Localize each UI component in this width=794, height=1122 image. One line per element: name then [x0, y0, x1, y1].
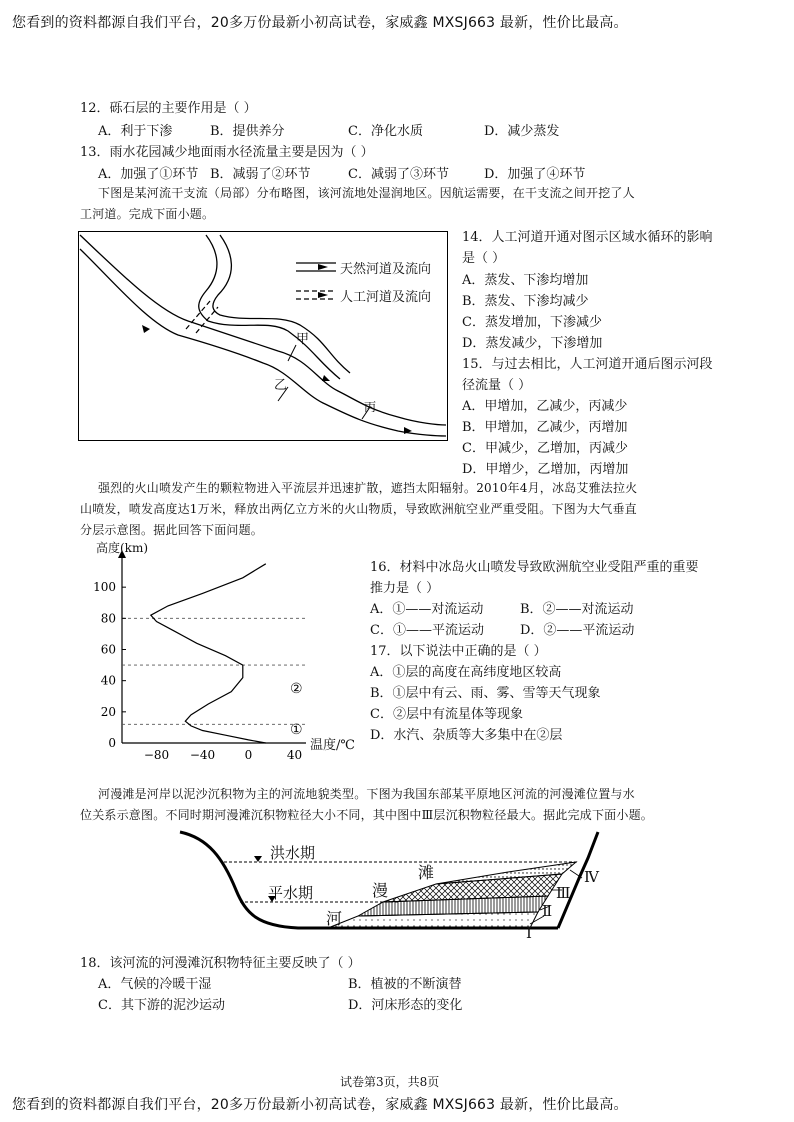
temperature-curve	[151, 564, 266, 743]
q14-stem-2: 是（ ）	[462, 251, 506, 266]
q16-stem-1: 16．材料中冰岛火山喷发导致欧洲航空业受阻严重的重要	[370, 560, 699, 575]
q15-option-c: C．甲减少，乙增加，丙减少	[462, 441, 628, 456]
chart-ylabel: 高度(km)	[96, 541, 149, 555]
q13-option-d: D．加强了④环节	[484, 167, 586, 182]
top-banner: 您看到的资料都源自我们平台，20多万份最新小初高试卷，家威鑫 MXSJ663 最新，性价比最高。	[12, 15, 628, 31]
q13-stem: 13．雨水花园减少地面雨水径流量主要是因为（ ）	[80, 145, 374, 160]
y-tick-label: 100	[93, 580, 116, 595]
layer-i: Ⅰ	[526, 924, 532, 942]
q14-option-c: C．蒸发增加，下渗减少	[462, 315, 602, 330]
q16-stem-2: 推力是（ ）	[370, 581, 440, 596]
q15-stem-1: 15．与过去相比，人工河道开通后图示河段	[462, 357, 713, 372]
q15-option-b: B．甲增加，乙减少，丙增加	[462, 420, 628, 435]
x-tick-label: 0	[244, 748, 253, 762]
q14-option-d: D．蒸发减少，下渗增加	[462, 336, 603, 351]
y-tick-label: 20	[100, 704, 116, 719]
passage1-line2: 工河道。完成下面小题。	[80, 207, 215, 221]
flood-period-label: 洪水期	[270, 844, 316, 862]
x-tick-label: −80	[143, 748, 170, 762]
y-tick-label: 40	[100, 673, 116, 688]
layer-iii: Ⅲ	[556, 884, 571, 902]
floodplain-tan: 滩	[418, 863, 435, 882]
floodplain-man: 漫	[372, 881, 389, 900]
q13-option-c: C．减弱了③环节	[348, 167, 449, 182]
river-label-jia: 甲	[296, 332, 310, 347]
x-tick-label: −40	[189, 748, 216, 762]
passage2-line1: 强烈的火山喷发产生的颗粒物进入平流层并迅速扩散，遮挡太阳辐射。2010年4月，冰岛艾雅法拉火	[98, 481, 638, 495]
q12-option-a: A．利于下渗	[98, 124, 173, 139]
passage2-line3: 分层示意图。据此回答下面问题。	[80, 523, 264, 537]
q14-option-b: B．蒸发、下渗均减少	[462, 294, 589, 309]
floodplain-diagram	[178, 828, 618, 940]
passage3-line2: 位关系示意图。不同时期河漫滩沉积物粒径大小不同，其中图中Ⅲ层沉积物粒径最大。据此完成下面小题。	[80, 808, 653, 822]
q18-option-d: D．河床形态的变化	[348, 998, 463, 1013]
q14-stem-1: 14．人工河道开通对图示区域水循环的影响	[462, 230, 713, 245]
q14-option-a: A．蒸发、下渗均增加	[462, 273, 589, 288]
y-tick-label: 0	[108, 736, 116, 750]
q13-option-a: A．加强了①环节	[98, 167, 199, 182]
q12-stem: 12．砾石层的主要作用是（ ）	[80, 101, 257, 116]
q18-stem: 18．该河流的河漫滩沉积物特征主要反映了（ ）	[80, 956, 361, 971]
page-footer: 试卷第3页，共8页	[340, 1075, 440, 1089]
bottom-banner: 您看到的资料都源自我们平台，20多万份最新小初高试卷，家威鑫 MXSJ663 最新，性价比最高。	[12, 1097, 628, 1113]
y-tick-label: 60	[100, 642, 116, 657]
q18-option-c: C．其下游的泥沙运动	[98, 998, 225, 1013]
x-tick-label: 40	[286, 748, 303, 762]
layer-1-label: ①	[290, 722, 303, 738]
layer-iv: Ⅳ	[584, 868, 599, 886]
legend-artificial: 人工河道及流向	[340, 290, 432, 305]
q12-option-b: B．提供养分	[210, 124, 285, 139]
q16-option-b: B．②——对流运动	[520, 602, 634, 617]
q17-option-d: D．水汽、杂质等大多集中在②层	[370, 728, 563, 743]
q15-stem-2: 径流量（ ）	[462, 378, 532, 393]
legend-natural: 天然河道及流向	[340, 262, 432, 277]
q17-option-a: A．①层的高度在高纬度地区较高	[370, 665, 562, 680]
q12-option-d: D．减少蒸发	[484, 124, 560, 139]
river-label-yi: 乙	[274, 378, 288, 393]
passage2-line2: 山喷发，喷发高度达1万米，释放出两亿立方米的火山物质，导致欧洲航空业严重受阻。下图为大气垂直	[80, 502, 637, 516]
q15-option-d: D．甲增少，乙增加，丙增加	[462, 462, 629, 477]
river-he: 河	[326, 909, 343, 928]
q16-option-c: C．①——平流运动	[370, 623, 484, 638]
q15-option-a: A．甲增加，乙减少，丙减少	[462, 399, 628, 414]
chart-xlabel: 温度/℃	[310, 738, 355, 753]
q13-option-b: B．减弱了②环节	[210, 167, 311, 182]
layer-2-label: ②	[290, 681, 303, 697]
passage1-line1: 下图是某河流干支流（局部）分布略图，该河流地处湿润地区。因航运需要，在干支流之间开挖了人	[98, 186, 635, 200]
q16-option-d: D．②——平流运动	[520, 623, 635, 638]
river-label-bing: 丙	[364, 400, 377, 414]
q12-option-c: C．净化水质	[348, 124, 423, 139]
q18-option-b: B．植被的不断演替	[348, 977, 462, 992]
q17-option-b: B．①层中有云、雨、雾、雪等天气现象	[370, 686, 601, 701]
q17-option-c: C．②层中有流星体等现象	[370, 707, 523, 722]
q17-stem: 17．以下说法中正确的是（ ）	[370, 644, 547, 659]
layer-ii: Ⅱ	[542, 902, 553, 920]
normal-period-label: 平水期	[268, 884, 314, 902]
passage3-line1: 河漫滩是河岸以泥沙沉积物为主的河流地貌类型。下图为我国东部某平原地区河流的河漫滩位置与水	[98, 787, 635, 801]
y-tick-label: 80	[100, 611, 116, 626]
q18-option-a: A．气候的冷暖干湿	[98, 977, 212, 992]
q16-option-a: A．①——对流运动	[370, 602, 484, 617]
